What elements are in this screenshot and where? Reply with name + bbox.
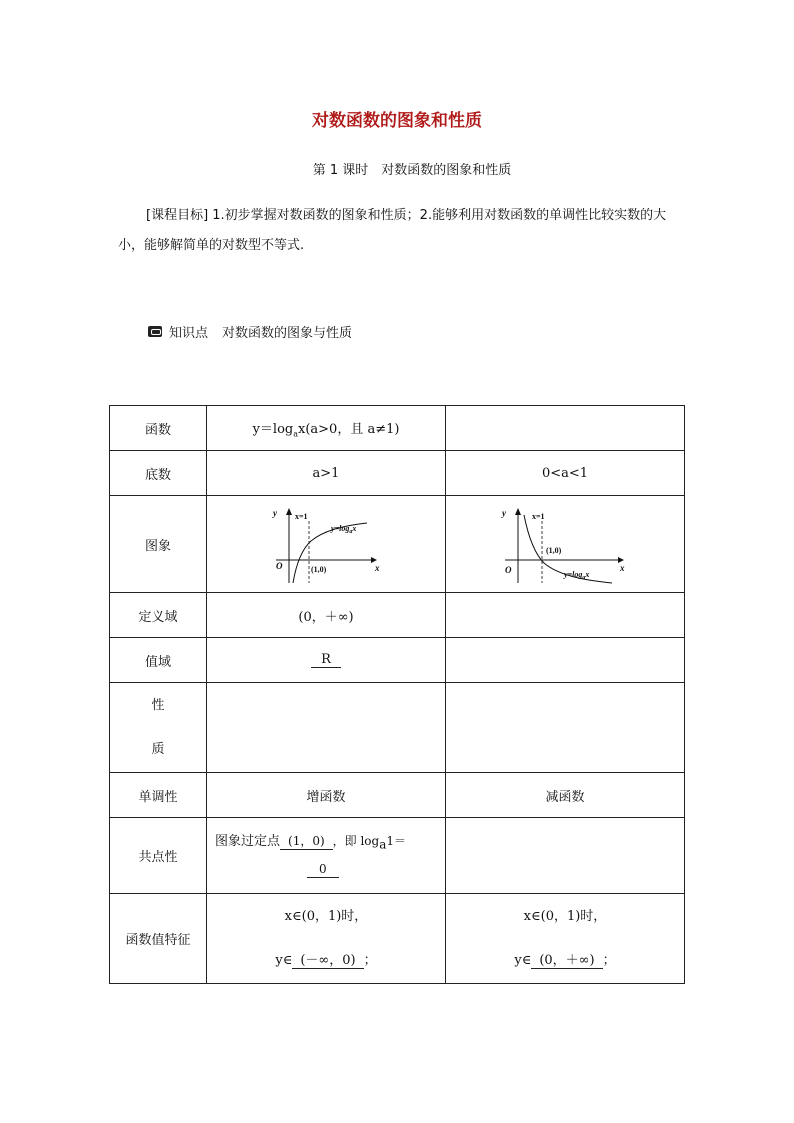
y-axis-arrow [515,508,521,515]
domain-value: (0，＋∞) [207,593,446,638]
row-label-domain: 定义域 [110,593,207,638]
values-increasing-line2 [207,939,445,983]
function-subscript: a [293,429,298,439]
range-cell [207,638,446,683]
values-end: ； [602,952,616,968]
graph-decreasing-cell [446,496,685,593]
values-increasing-cell [207,894,446,984]
row-label-monotonic: 单调性 [110,773,207,818]
property-label-char1: 性 [151,697,165,713]
asymptote-label: x=1 [532,512,545,521]
y-axis-arrow [286,508,292,515]
point-label: (1,0) [546,546,562,555]
common-point-text-mid: ，即 log [332,833,380,848]
empty-cell [207,683,446,773]
row-label-function: 函数 [110,406,207,451]
function-text-tail: x(a>0，且 a≠1) [298,421,400,437]
row-label-graph: 图象 [110,496,207,593]
table-row-domain [110,593,685,638]
common-point-cell [207,818,446,894]
empty-cell [446,593,685,638]
common-point-text-tail: 1＝ [386,833,407,848]
curve-label: $y=\log_ax$ [331,524,357,535]
knowledge-point-icon [148,326,162,337]
common-point-line1 [215,828,445,858]
log-value-blank: 0 [307,862,339,878]
row-label-base: 底数 [110,451,207,496]
table-row-common-point [110,818,685,894]
table-row-graph [110,496,685,593]
row-label-property [110,683,207,773]
function-definition [207,406,446,451]
base-gt-one: a>1 [207,451,446,496]
monotonic-increasing: 增函数 [207,773,446,818]
common-point-line2 [215,857,445,883]
course-goal: [课程目标] 1.初步掌握对数函数的图象和性质；2.能够利用对数函数的单调性比较实数的大小，能够解简单的对数型不等式. [118,208,667,253]
common-point-text: 图象过定点 [215,833,281,849]
empty-cell [446,406,685,451]
properties-table [109,405,685,984]
x-label: x [620,563,625,573]
graph-increasing [271,505,381,587]
table-row-property [110,683,685,773]
table-row-function [110,406,685,451]
x-label: x [375,563,380,573]
values-decreasing-blank: (0，＋∞) [531,953,602,969]
values-prefix: y∈ [514,952,532,968]
row-label-common-point: 共点性 [110,818,207,894]
property-label-char2: 质 [151,741,165,757]
table-row-values [110,894,685,984]
function-text: y＝log [252,421,294,437]
origin-label: O [505,565,512,575]
base-lt-one: 0<a<1 [446,451,685,496]
values-increasing-line1: x∈(0，1)时， [284,908,368,924]
range-value: R [311,652,341,668]
empty-cell [446,638,685,683]
y-label: y [273,508,277,518]
knowledge-point-label: 知识点 [169,326,209,341]
values-prefix: y∈ [275,952,293,968]
values-decreasing-cell [446,894,685,984]
table-row-range [110,638,685,683]
values-decreasing-line1: x∈(0，1)时， [523,908,607,924]
empty-cell [446,818,685,894]
knowledge-point-heading [148,322,352,341]
values-end: ； [363,952,377,968]
values-increasing-blank: (－∞，0) [292,953,363,969]
values-decreasing-line2 [446,939,684,983]
monotonic-decreasing: 减函数 [446,773,685,818]
asymptote-label: x=1 [295,512,308,521]
table-row-base [110,451,685,496]
row-label-values: 函数值特征 [110,894,207,984]
document-title: 对数函数的图象和性质 [312,111,482,131]
graph-decreasing [500,505,630,587]
y-label: y [502,508,506,518]
row-label-range: 值域 [110,638,207,683]
graph-increasing-cell [207,496,446,593]
knowledge-point-title: 对数函数的图象与性质 [222,326,353,341]
curve-label: $y=\log_ax$ [564,570,590,581]
origin-label: O [276,561,283,571]
point-label: (1,0) [311,565,327,574]
common-point-subscript: a [379,837,387,852]
table-row-monotonic [110,773,685,818]
empty-cell [446,683,685,773]
fixed-point-blank: (1，0) [280,834,333,850]
lesson-subtitle: 第 1 课时 对数函数的图象和性质 [312,163,512,178]
